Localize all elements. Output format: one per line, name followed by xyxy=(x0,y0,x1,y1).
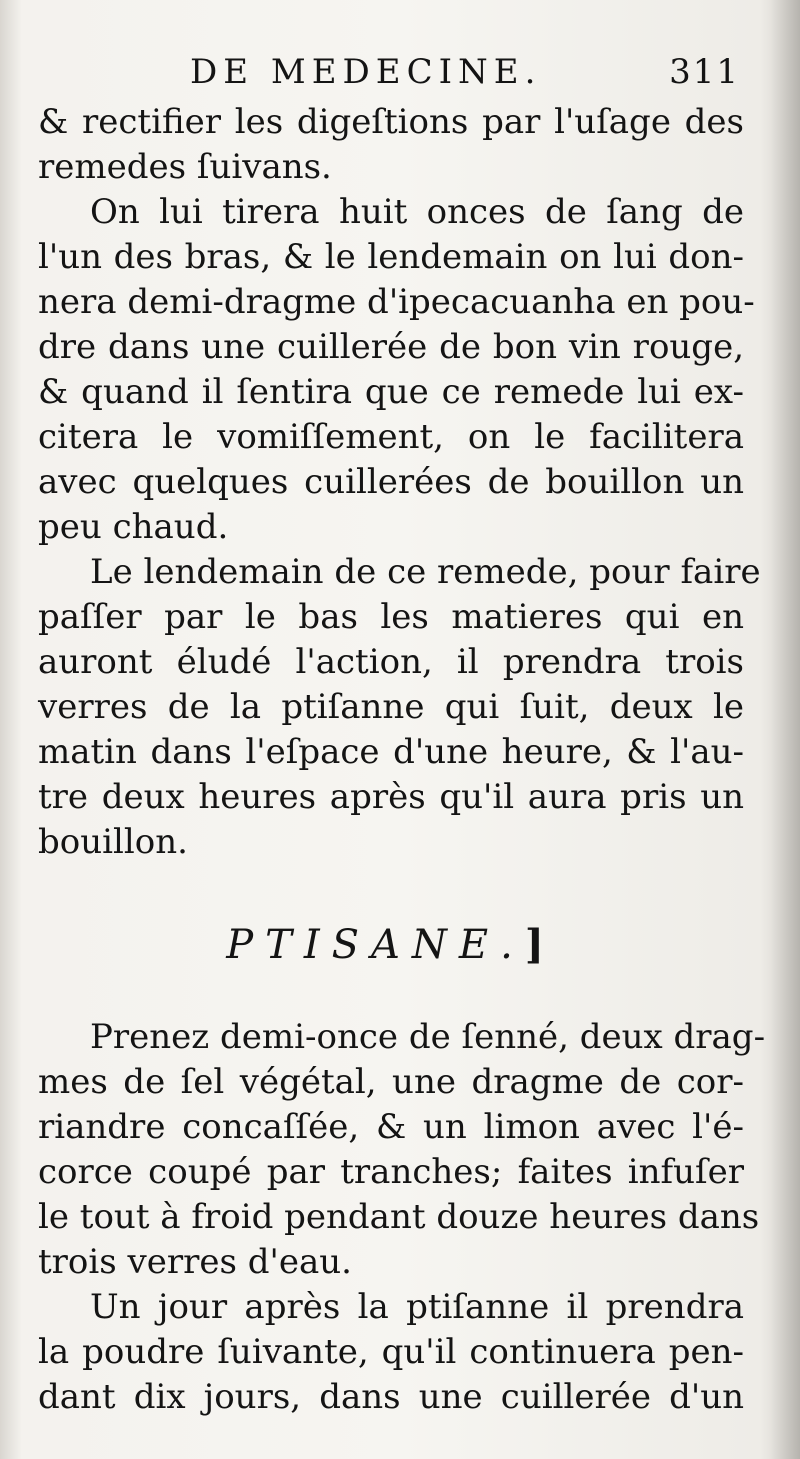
text-line: mes de ſel végétal, une dragme de cor- xyxy=(38,1062,744,1102)
text-line: avec quelques cuillerées de bouillon un xyxy=(38,462,744,502)
text-line: & rectifier les digeſtions par l'uſage des xyxy=(38,102,744,142)
page-gutter-shadow xyxy=(770,0,800,1459)
running-head: DE MEDECINE. xyxy=(190,52,542,92)
section-heading xyxy=(38,885,744,1005)
text-line: & quand il ſentira que ce remede lui ex- xyxy=(38,372,744,412)
paragraph xyxy=(38,1015,766,1285)
text-line: nera demi-dragme d'ipecacuanha en pou- xyxy=(38,282,755,322)
paragraph xyxy=(38,550,761,865)
paragraph xyxy=(38,100,744,190)
text-line: citera le vomiſſement, on le facilitera xyxy=(38,417,744,457)
text-line: matin dans l'eſpace d'une heure, & l'au- xyxy=(38,732,744,772)
text-line: tre deux heures après qu'il aura pris un xyxy=(38,777,744,817)
body-text xyxy=(38,100,766,1420)
section-heading-bracket: ] xyxy=(524,921,556,968)
page-header xyxy=(190,52,740,102)
text-line: auront éludé l'action, il prendra trois xyxy=(38,642,744,682)
page-number: 311 xyxy=(669,52,740,92)
text-line: bouillon. xyxy=(38,822,188,862)
text-line: la poudre ſuivante, qu'il continuera pen- xyxy=(38,1332,744,1372)
text-line: On lui tirera huit onces de ſang de xyxy=(90,192,744,232)
paragraph xyxy=(38,190,755,550)
text-line: verres de la ptiſanne qui ſuit, deux le xyxy=(38,687,744,727)
text-line: riandre concaſſée, & un limon avec l'é- xyxy=(38,1107,744,1147)
section-heading-text: PTISANE. xyxy=(226,922,525,968)
text-line: dant dix jours, dans une cuillerée d'un xyxy=(38,1377,744,1417)
text-line: paſſer par le bas les matieres qui en xyxy=(38,597,744,637)
text-line: l'un des bras, & le lendemain on lui don- xyxy=(38,237,744,277)
text-line: Un jour après la ptiſanne il prendra xyxy=(90,1287,744,1327)
text-line: trois verres d'eau. xyxy=(38,1242,352,1282)
text-line: corce coupé par tranches; faites infuſer xyxy=(38,1152,744,1192)
text-line: Prenez demi-once de ſenné, deux drag- xyxy=(90,1017,766,1057)
text-line: peu chaud. xyxy=(38,507,229,547)
text-line: dre dans une cuillerée de bon vin rouge, xyxy=(38,327,744,367)
text-line: remedes ſuivans. xyxy=(38,147,332,187)
paragraph xyxy=(38,1285,744,1420)
text-line: le tout à froid pendant douze heures dans xyxy=(38,1197,760,1237)
text-line: Le lendemain de ce remede, pour faire xyxy=(90,552,761,592)
